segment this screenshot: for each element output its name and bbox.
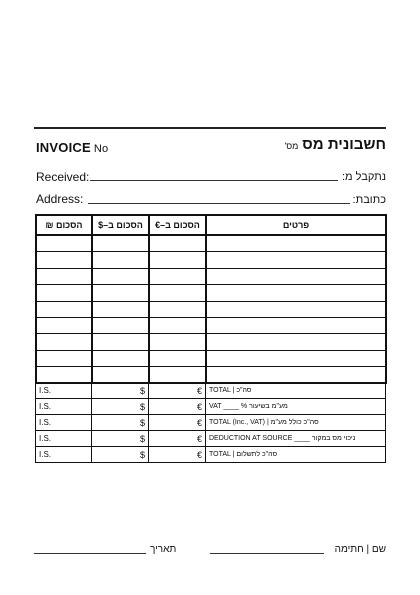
totals-table bbox=[35, 382, 386, 463]
totals-usd-cell[interactable]: $ bbox=[92, 383, 149, 399]
details-cell[interactable] bbox=[206, 367, 386, 383]
totals-row bbox=[36, 431, 386, 447]
details-cell[interactable] bbox=[206, 317, 386, 333]
ils-cell[interactable] bbox=[36, 235, 92, 252]
ils-cell[interactable] bbox=[36, 268, 92, 284]
eur-cell[interactable] bbox=[149, 235, 206, 252]
eur-cell[interactable] bbox=[149, 334, 206, 350]
ils-cell[interactable] bbox=[36, 367, 92, 383]
received-field[interactable] bbox=[90, 180, 338, 181]
table-header-row bbox=[36, 215, 386, 235]
usd-cell[interactable] bbox=[92, 268, 149, 284]
col-header-details: פרטים bbox=[206, 215, 386, 235]
eur-cell[interactable] bbox=[149, 252, 206, 268]
eur-cell[interactable] bbox=[149, 350, 206, 366]
eur-cell[interactable] bbox=[149, 367, 206, 383]
totals-desc-cell: TOTAL | סה"כ bbox=[206, 383, 386, 399]
received-label-en: Received: bbox=[36, 170, 90, 184]
ils-cell[interactable] bbox=[36, 285, 92, 301]
details-cell[interactable] bbox=[206, 252, 386, 268]
items-table bbox=[35, 214, 387, 384]
usd-cell[interactable] bbox=[92, 350, 149, 366]
totals-ils-cell[interactable]: I.S. bbox=[36, 431, 92, 447]
ils-cell[interactable] bbox=[36, 301, 92, 317]
totals-eur-cell[interactable]: € bbox=[149, 399, 206, 415]
totals-desc-cell: DEDUCTION AT SOURCE ____ ניכוי מס במקור bbox=[206, 431, 386, 447]
col-header-usd: הסכום ב–$ bbox=[92, 215, 149, 235]
table-row bbox=[36, 350, 386, 366]
totals-row bbox=[36, 415, 386, 431]
usd-cell[interactable] bbox=[92, 285, 149, 301]
address-label-he: כתובת: bbox=[352, 194, 386, 206]
totals-row bbox=[36, 383, 386, 399]
details-cell[interactable] bbox=[206, 285, 386, 301]
totals-usd-cell[interactable]: $ bbox=[92, 447, 149, 463]
ils-cell[interactable] bbox=[36, 334, 92, 350]
totals-ils-cell[interactable]: I.S. bbox=[36, 415, 92, 431]
address-field[interactable] bbox=[88, 203, 350, 204]
eur-cell[interactable] bbox=[149, 317, 206, 333]
table-row bbox=[36, 252, 386, 268]
details-cell[interactable] bbox=[206, 350, 386, 366]
eur-cell[interactable] bbox=[149, 301, 206, 317]
details-cell[interactable] bbox=[206, 301, 386, 317]
name-signature-label: שם | חתימה bbox=[334, 544, 386, 555]
details-cell[interactable] bbox=[206, 235, 386, 252]
totals-desc-cell: VAT ____ % מע"מ בשיעור bbox=[206, 399, 386, 415]
ils-cell[interactable] bbox=[36, 350, 92, 366]
usd-cell[interactable] bbox=[92, 317, 149, 333]
date-label: תאריך bbox=[150, 544, 177, 555]
details-cell[interactable] bbox=[206, 268, 386, 284]
date-line[interactable] bbox=[34, 553, 146, 554]
totals-ils-cell[interactable]: I.S. bbox=[36, 399, 92, 415]
totals-usd-cell[interactable]: $ bbox=[92, 415, 149, 431]
invoice-title-he: חשבונית מסמס' bbox=[284, 136, 386, 153]
totals-desc-cell: TOTAL | סה"כ לתשלום bbox=[206, 447, 386, 463]
usd-cell[interactable] bbox=[92, 334, 149, 350]
ils-cell[interactable] bbox=[36, 252, 92, 268]
totals-eur-cell[interactable]: € bbox=[149, 447, 206, 463]
totals-eur-cell[interactable]: € bbox=[149, 383, 206, 399]
usd-cell[interactable] bbox=[92, 367, 149, 383]
invoice-no-label: No bbox=[93, 143, 109, 155]
totals-eur-cell[interactable]: € bbox=[149, 415, 206, 431]
table-row bbox=[36, 235, 386, 252]
top-divider bbox=[34, 127, 386, 129]
address-label-en: Address: bbox=[36, 192, 84, 206]
totals-row bbox=[36, 399, 386, 415]
invoice-no-label-he: מס' bbox=[284, 141, 299, 151]
table-row bbox=[36, 268, 386, 284]
col-header-ils: הסכום ₪ bbox=[36, 215, 92, 235]
totals-row bbox=[36, 447, 386, 463]
eur-cell[interactable] bbox=[149, 268, 206, 284]
totals-ils-cell[interactable]: I.S. bbox=[36, 383, 92, 399]
usd-cell[interactable] bbox=[92, 252, 149, 268]
ils-cell[interactable] bbox=[36, 317, 92, 333]
table-row bbox=[36, 334, 386, 350]
col-header-eur: הסכום ב–€ bbox=[149, 215, 206, 235]
usd-cell[interactable] bbox=[92, 235, 149, 252]
received-label-he: נתקבל מ: bbox=[341, 171, 386, 183]
totals-eur-cell[interactable]: € bbox=[149, 431, 206, 447]
usd-cell[interactable] bbox=[92, 301, 149, 317]
table-row bbox=[36, 367, 386, 383]
details-cell[interactable] bbox=[206, 334, 386, 350]
table-row bbox=[36, 301, 386, 317]
totals-ils-cell[interactable]: I.S. bbox=[36, 447, 92, 463]
totals-usd-cell[interactable]: $ bbox=[92, 399, 149, 415]
table-row bbox=[36, 317, 386, 333]
invoice-title-en: INVOICE No bbox=[36, 140, 109, 155]
totals-desc-cell: TOTAL (Inc., VAT) | סה"כ כולל מע"מ bbox=[206, 415, 386, 431]
signature-line[interactable] bbox=[210, 553, 324, 554]
totals-usd-cell[interactable]: $ bbox=[92, 431, 149, 447]
table-row bbox=[36, 285, 386, 301]
eur-cell[interactable] bbox=[149, 285, 206, 301]
